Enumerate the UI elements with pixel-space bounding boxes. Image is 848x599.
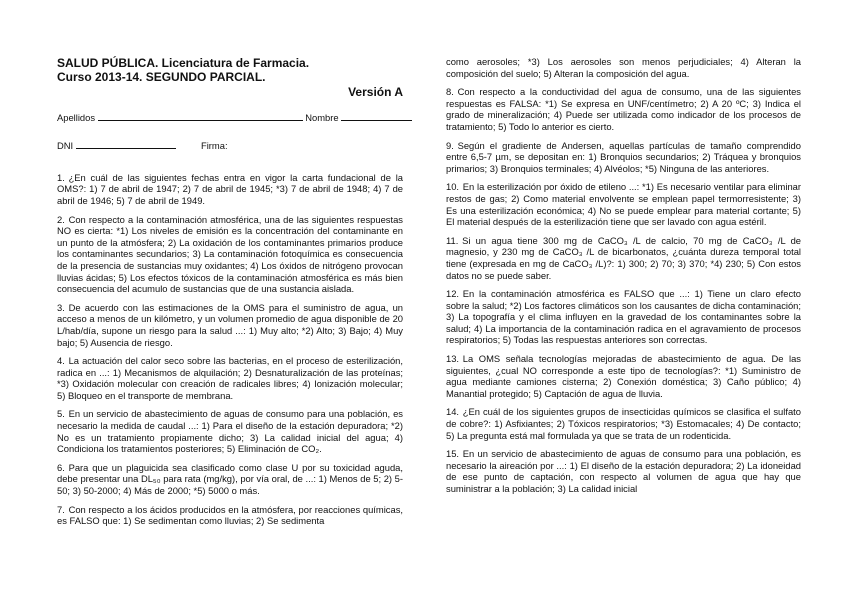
name-field-row bbox=[57, 111, 403, 124]
question-item: 10. En la esterilización por óxido de etileno ...: *1) Es necesario ventilar para eliminar restos de gas; 2) Como material envolvente se emplean papel termorresistente; 3) Es una esterilización económica; 4) No se puede emplear para material cortante; 5) El material después de la esterilización tiene que ser lavado con agua estéril. bbox=[446, 181, 801, 228]
right-column bbox=[446, 56, 801, 502]
dni-blank bbox=[76, 139, 176, 149]
question-item: 9. Según el gradiente de Andersen, aquellas partículas de tamaño comprendido entre 6,5-7 µm, se depositan en: 1) Bronquios secundarios; 2) Tráquea y bronquios primarios; 3) Bronquios terminales; 4) Alvéolos; *5) Ninguna de las anteriores. bbox=[446, 139, 801, 174]
firma-label: Firma: bbox=[200, 140, 228, 152]
question-item: 12. En la contaminación atmosférica es FALSO que ...: 1) Tiene un claro efecto sobre la salud; *2) Los factores climáticos son los causantes de dicha contaminación; 3) La topografía y el clima influyen en la gravedad de los contaminantes sobre la salud; 4) La importancia de la contaminación radica en el agravamiento de procesos respiratorios; 5) Todas las respuestas anteriores son correctas. bbox=[446, 288, 801, 346]
left-column bbox=[57, 56, 403, 534]
question-item: 15. En un servicio de abastecimiento de aguas de consumo para una población, es necesario la aireación por ...: 1) El diseño de la estación depuradora; 2) La idoneidad de ese punto de captación, con respecto al volumen de agua que hay que suministrar a la población; 3) La calidad inicial bbox=[446, 448, 801, 494]
question-item: 8. Con respecto a la conductividad del agua de consumo, una de las siguientes respuestas es FALSA: *1) Se expresa en UNF/centímetro; 2) A 20 ºC; 3) Indica el grado de mineralización; 4) Puede ser utilizada como indicador de los procesos de tratamiento; 5) Todo lo anterior es cierto. bbox=[446, 86, 801, 132]
nombre-blank bbox=[341, 111, 412, 121]
exam-version: Versión A bbox=[348, 85, 403, 99]
question-item: 14. ¿En cuál de los siguientes grupos de insecticidas químicos se clasifica el sulfato de cobre?: 1) Asfixiantes; 2) Tóxicos respiratorios; *3) Estomacales; 4) De contacto; 5) La pregunta está mal formulada ya que se trata de un rodenticida. bbox=[446, 406, 801, 441]
question-item: 1. ¿En cuál de las siguientes fechas entra en vigor la carta fundacional de la OMS?: 1) 7 de abril de 1947; 2) 7 de abril de 1945; *3) 7 de abril de 1948; 4) 7 de abril de 1946; 5) 7 de abril de 1949. bbox=[57, 171, 403, 206]
question-item: 7. Con respecto a los ácidos producidos en la atmósfera, por reacciones químicas, es FALSO que: 1) Se sedimentan como lluvias; 2) Se sedimenta bbox=[57, 503, 403, 527]
dni-field-row bbox=[57, 139, 403, 152]
exam-title: SALUD PÚBLICA. Licenciatura de Farmacia. bbox=[57, 56, 310, 70]
question-item: 4. La actuación del calor seco sobre las bacterias, en el proceso de esterilización, radica en ...: 1) Mecanismos de alquilación; 2) Desnaturalización de las proteínas; *3) Oxidación molecular con creación de radicales libres; 4) Ionización molecular; 5) Bloqueo en el transporte de membrana. bbox=[57, 355, 403, 401]
nombre-label: Nombre bbox=[305, 111, 339, 123]
exam-subtitle: Curso 2013-14. SEGUNDO PARCIAL. bbox=[57, 70, 266, 84]
apellidos-label: Apellidos bbox=[57, 111, 96, 123]
dni-label: DNI bbox=[57, 140, 74, 152]
question-item: 2. Con respecto a la contaminación atmosférica, una de las siguientes respuestas NO es cierta: *1) Los niveles de emisión es la concentración del contaminante en un punto de la atmósfera; 2) La oxidación de los contaminantes primarios produce los contaminantes secundarios; 3) La contaminación fotoquímica es consecuencia de la presencia de sustancias muy oxidantes; 4) Los óxidos de nitrógeno provocan lluvias ácidas; 5) Los efectos tóxicos de la contaminación atmosférica es más bien consecuencia del acumulo de sustancias que de una sustancia aislada. bbox=[57, 213, 403, 295]
question-continuation: como aerosoles; *3) Los aerosoles son menos perjudiciales; 4) Alteran la composición del suelo; 5) Alteran la composición del agua. bbox=[446, 56, 801, 79]
question-item: 13. La OMS señala tecnologías mejoradas de abastecimiento de agua. De las siguientes, ¿cual NO corresponde a este tipo de tecnologías?: *1) Suministro de agua mediante camiones cisterna; 2) Conexión doméstica; 3) Caño público; 4) Manantial protegido; 5) Captación de agua de lluvia. bbox=[446, 353, 801, 399]
left-question-list bbox=[57, 172, 403, 527]
question-item: 11. Si un agua tiene 300 mg de CaCO₃ /L de calcio, 70 mg de CaCO₃ /L de magnesio, y 230 mg de CaCO₃ /L de bicarbonatos, ¿cuánta dureza temporal total tiene (expresada en mg de CaCO₃ /L)?: 1) 300; 2) 70; 3) 370; *4) 230; 5) Con estos datos no se puede saber. bbox=[446, 234, 801, 281]
question-item: 5. En un servicio de abastecimiento de aguas de consumo para una población, es necesario la medida de caudal ...: 1) Para el diseño de la estación depuradora; *2) No es un tratamiento propiamente dicho; 3) La calidad inicial del agua; 4) Condiciona los tratamientos posteriores; 5) Eliminación de CO₂. bbox=[57, 408, 403, 455]
question-item: 3. De acuerdo con las estimaciones de la OMS para el suministro de agua, un acceso a menos de un kilómetro, y un volumen promedio de agua disponible de 20 L/hab/día, supone un riesgo para la salud ...: 1) Muy alto; *2) Alto; 3) Bajo; 4) Muy bajo; 5) Ausencia de riesgo. bbox=[57, 301, 403, 348]
apellidos-blank bbox=[98, 111, 303, 121]
question-item: 6. Para que un plaguicida sea clasificado como clase U por su toxicidad aguda, debe presentar una DL₅₀ para rata (mg/kg), por vía oral, de ...: 1) Menos de 5; 2) 5-50; 3) 50-2000; 4) Más de 2000; *5) 5000 o más. bbox=[57, 461, 403, 497]
